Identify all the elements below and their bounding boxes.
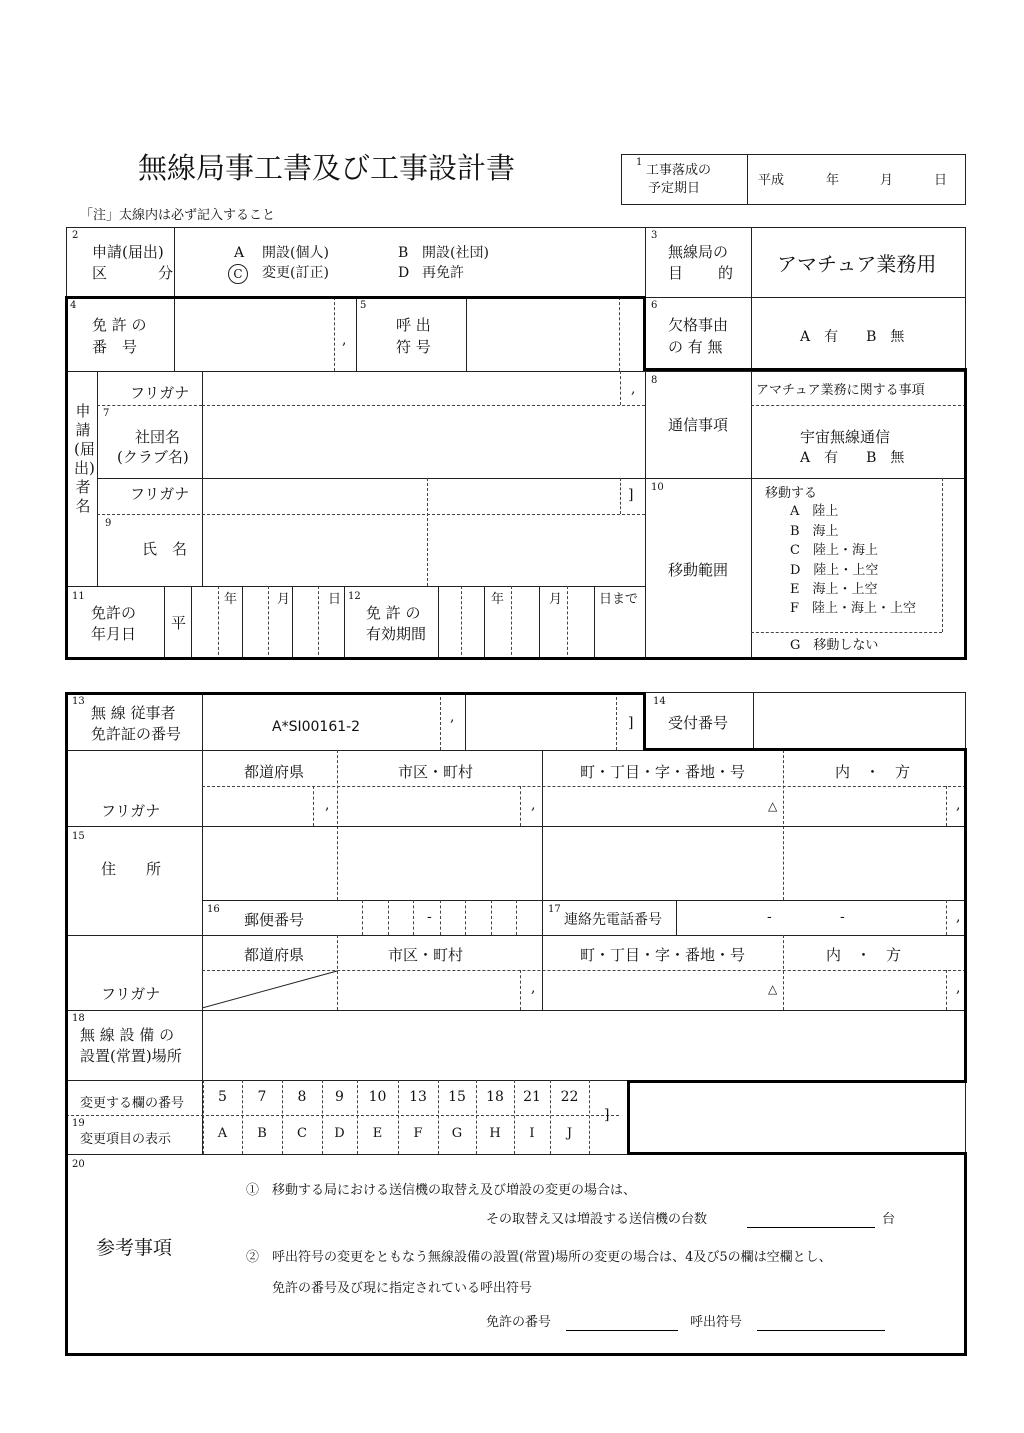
remarks-line-1: ① 移動する局における送信機の取替え及び増設の変更の場合は、: [246, 1183, 637, 1198]
reception-number-label: 受付番号: [668, 714, 729, 732]
operator-license-bracket: ]: [628, 715, 634, 731]
address-furigana-label: フリガナ: [101, 802, 161, 820]
completion-date-label-2: 予定期日: [648, 181, 701, 196]
postal-code-dash: -: [427, 909, 432, 925]
movement-option-c[interactable]: C 陸上・海上: [790, 543, 878, 558]
change-letter-H[interactable]: H: [489, 1126, 501, 1141]
transmitter-count-blank[interactable]: [747, 1227, 875, 1228]
validity-year: 年: [491, 592, 505, 607]
operator-license-comma: ,: [450, 709, 455, 725]
remarks-label: 参考事項: [96, 1237, 173, 1259]
phone-dash-1: -: [767, 909, 772, 925]
space-comm-label: 宇宙無線通信: [800, 428, 891, 446]
completion-year: 年: [826, 173, 840, 188]
validity-label: 免 許 の: [366, 604, 421, 622]
field-number-15: 15: [72, 831, 85, 842]
call-sign-label: 呼 出: [396, 316, 431, 334]
place-pref-header: 都道府県: [244, 946, 305, 964]
addr-comma-3: ,: [956, 797, 961, 813]
change-letter-A[interactable]: A: [217, 1126, 228, 1141]
phone-label: 連絡先電話番号: [564, 912, 662, 928]
amateur-matters-header: アマチュア業務に関する事項: [756, 383, 925, 398]
license-date-day: 日: [328, 592, 342, 607]
change-number-21[interactable]: 21: [523, 1089, 541, 1105]
field-number-9: 9: [105, 518, 112, 529]
field-number-6: 6: [651, 300, 658, 311]
license-number-comma: ,: [342, 332, 347, 348]
addr-triangle-1: △: [768, 799, 778, 813]
call-sign-label-2: 符 号: [396, 338, 431, 356]
validity-month: 月: [549, 592, 563, 607]
club-name-label-2: (クラブ名): [117, 448, 189, 466]
addr-pref-header: 都道府県: [244, 763, 305, 781]
change-number-13[interactable]: 13: [409, 1089, 427, 1105]
change-letter-I[interactable]: I: [529, 1126, 535, 1141]
change-letter-F[interactable]: F: [413, 1126, 423, 1141]
club-name-label: 社団名: [135, 428, 181, 446]
application-type-label: 申請(届出): [92, 243, 164, 261]
application-type-label-2a: 区: [92, 264, 108, 282]
applicant-name-label: 氏 名: [142, 540, 188, 558]
place-comma-2: ,: [956, 980, 961, 996]
field-number-20: 20: [72, 1159, 85, 1170]
remarks-line-2: その取替え又は増設する送信機の台数: [486, 1212, 708, 1227]
phone-dash-2: -: [840, 909, 845, 925]
field-number-13: 13: [72, 696, 85, 707]
change-number-5[interactable]: 5: [218, 1089, 227, 1105]
phone-comma: ,: [956, 909, 961, 925]
addr-town-header: 町・丁目・字・番地・号: [580, 763, 746, 781]
operator-license-value[interactable]: A*SI00161-2: [272, 719, 361, 735]
postal-code-label: 郵便番号: [244, 911, 305, 929]
license-number-label-2: 番 号: [92, 338, 138, 356]
remarks-line-4: 免許の番号及び現に指定されている呼出符号: [272, 1281, 533, 1296]
movement-head: 移動する: [765, 486, 818, 501]
name-furigana-label: フリガナ: [130, 485, 190, 503]
completion-day: 日: [934, 173, 948, 188]
page-title: 無線局事工書及び工事設計書: [138, 151, 516, 185]
installation-place-label: 無 線 設 備 の: [80, 1026, 175, 1044]
disqualification-label-2: の 有 無: [668, 338, 723, 356]
place-city-header: 市区・町村: [388, 946, 464, 964]
field-number-1: 1: [636, 157, 643, 168]
field-number-2: 2: [72, 230, 79, 241]
addr-comma-2: ,: [531, 797, 536, 813]
applicant-vertical-label: 申請(届出)者名: [74, 402, 95, 515]
change-number-9[interactable]: 9: [335, 1089, 344, 1105]
option-b[interactable]: B: [398, 245, 409, 261]
change-letter-E[interactable]: E: [372, 1126, 383, 1141]
movement-option-g[interactable]: G 移動しない: [790, 638, 879, 653]
change-letter-D[interactable]: D: [334, 1126, 345, 1141]
addr-city-header: 市区・町村: [398, 763, 474, 781]
change-number-10[interactable]: 10: [368, 1089, 387, 1105]
field-number-4: 4: [70, 300, 77, 311]
furigana-comma: ,: [631, 381, 636, 397]
addr-comma-1: ,: [325, 797, 330, 813]
place-comma-1: ,: [531, 980, 536, 996]
validity-label-2: 有効期間: [366, 625, 427, 643]
change-number-8[interactable]: 8: [297, 1089, 307, 1105]
option-d[interactable]: D: [398, 265, 410, 281]
disqualification-label: 欠格事由: [668, 316, 729, 334]
change-letter-J[interactable]: J: [566, 1126, 573, 1141]
option-c-text: 変更(訂正): [262, 265, 329, 281]
license-date-year: 年: [224, 592, 238, 607]
field-number-11: 11: [72, 591, 85, 602]
option-b-text: 開設(社団): [422, 245, 489, 261]
remarks-license-no-label: 免許の番号: [486, 1315, 552, 1330]
communication-label: 通信事項: [668, 416, 729, 434]
remarks-license-no-blank[interactable]: [566, 1330, 678, 1331]
license-date-label-2: 年月日: [91, 625, 137, 643]
operator-license-label-2: 免許証の番号: [91, 725, 182, 743]
change-number-22[interactable]: 22: [560, 1089, 579, 1105]
change-item-label: 変更項目の表示: [80, 1132, 172, 1147]
field-number-17: 17: [548, 904, 561, 915]
movement-option-f[interactable]: F 陸上・海上・上空: [790, 601, 917, 616]
field-number-7: 7: [103, 408, 110, 419]
completion-month: 月: [880, 173, 894, 188]
license-date-month: 月: [277, 592, 291, 607]
applicant-furigana-label: フリガナ: [130, 384, 190, 402]
change-number-18[interactable]: 18: [486, 1089, 504, 1105]
license-date-label: 免許の: [91, 604, 137, 622]
movement-option-e[interactable]: E 海上・上空: [790, 582, 878, 597]
change-bracket: ]: [604, 1107, 610, 1123]
remarks-line-2-unit: 台: [882, 1212, 896, 1227]
station-purpose-label: 無線局の: [668, 243, 729, 261]
name-furigana-bracket: ]: [628, 487, 634, 503]
license-number-label: 免 許 の: [92, 316, 147, 334]
completion-date-box: [621, 154, 966, 205]
change-field-number-label: 変更する欄の番号: [80, 1096, 185, 1111]
license-date-era: 平: [171, 614, 187, 632]
field-number-19: 19: [72, 1118, 85, 1129]
option-c-selected[interactable]: C: [228, 264, 248, 284]
station-purpose-label-2b: 的: [718, 264, 734, 282]
option-a[interactable]: A: [234, 245, 245, 261]
movement-range-label: 移動範囲: [668, 561, 729, 579]
space-comm-value[interactable]: A 有 B 無: [800, 450, 905, 466]
field-number-10: 10: [651, 482, 664, 493]
addr-inner-header: 内 ・ 方: [835, 763, 911, 781]
furigana-slash: [202, 970, 338, 1010]
change-letter-C[interactable]: C: [297, 1126, 307, 1141]
instruction-note: 「注」太線内は必ず記入すること: [80, 208, 276, 223]
field-number-12: 12: [348, 591, 361, 602]
change-number-15[interactable]: 15: [448, 1089, 466, 1105]
change-letter-G[interactable]: G: [451, 1126, 463, 1141]
place-town-header: 町・丁目・字・番地・号: [580, 946, 746, 964]
completion-date-label: 工事落成の: [646, 163, 712, 178]
movement-option-d[interactable]: D 陸上・上空: [790, 563, 879, 578]
option-a-text: 開設(個人): [262, 245, 329, 261]
change-number-7[interactable]: 7: [257, 1089, 267, 1105]
application-type-label-2b: 分: [158, 264, 174, 282]
field-number-8: 8: [651, 375, 658, 386]
remarks-callsign-label: 呼出符号: [690, 1315, 743, 1330]
field-number-14: 14: [653, 696, 666, 707]
disqualification-value[interactable]: A 有 B 無: [800, 329, 905, 345]
place-furigana-label: フリガナ: [101, 985, 161, 1003]
field-number-18: 18: [72, 1013, 85, 1024]
remarks-callsign-blank[interactable]: [757, 1330, 885, 1331]
validity-until: 日まで: [599, 592, 639, 607]
field-number-16: 16: [207, 904, 220, 915]
operator-license-label: 無 線 従事者: [91, 704, 176, 722]
movement-option-b[interactable]: B 海上: [790, 524, 839, 539]
option-d-text: 再免許: [422, 265, 464, 281]
remarks-line-3: ② 呼出符号の変更をともなう無線設備の設置(常置)場所の変更の場合は、4及び5の欄は空欄とし、: [246, 1250, 832, 1265]
completion-era: 平成: [758, 173, 785, 188]
place-triangle: △: [768, 982, 778, 996]
field-number-3: 3: [651, 230, 658, 241]
place-inner-header: 内 ・ 方: [826, 946, 902, 964]
station-purpose-value: アマチュア業務用: [777, 252, 937, 276]
installation-place-label-2: 設置(常置)場所: [80, 1047, 182, 1065]
station-purpose-label-2a: 目: [668, 264, 684, 282]
change-letter-B[interactable]: B: [257, 1126, 267, 1141]
field-number-5: 5: [360, 300, 367, 311]
address-label: 住 所: [101, 860, 162, 878]
movement-option-a[interactable]: A 陸上: [790, 504, 839, 519]
